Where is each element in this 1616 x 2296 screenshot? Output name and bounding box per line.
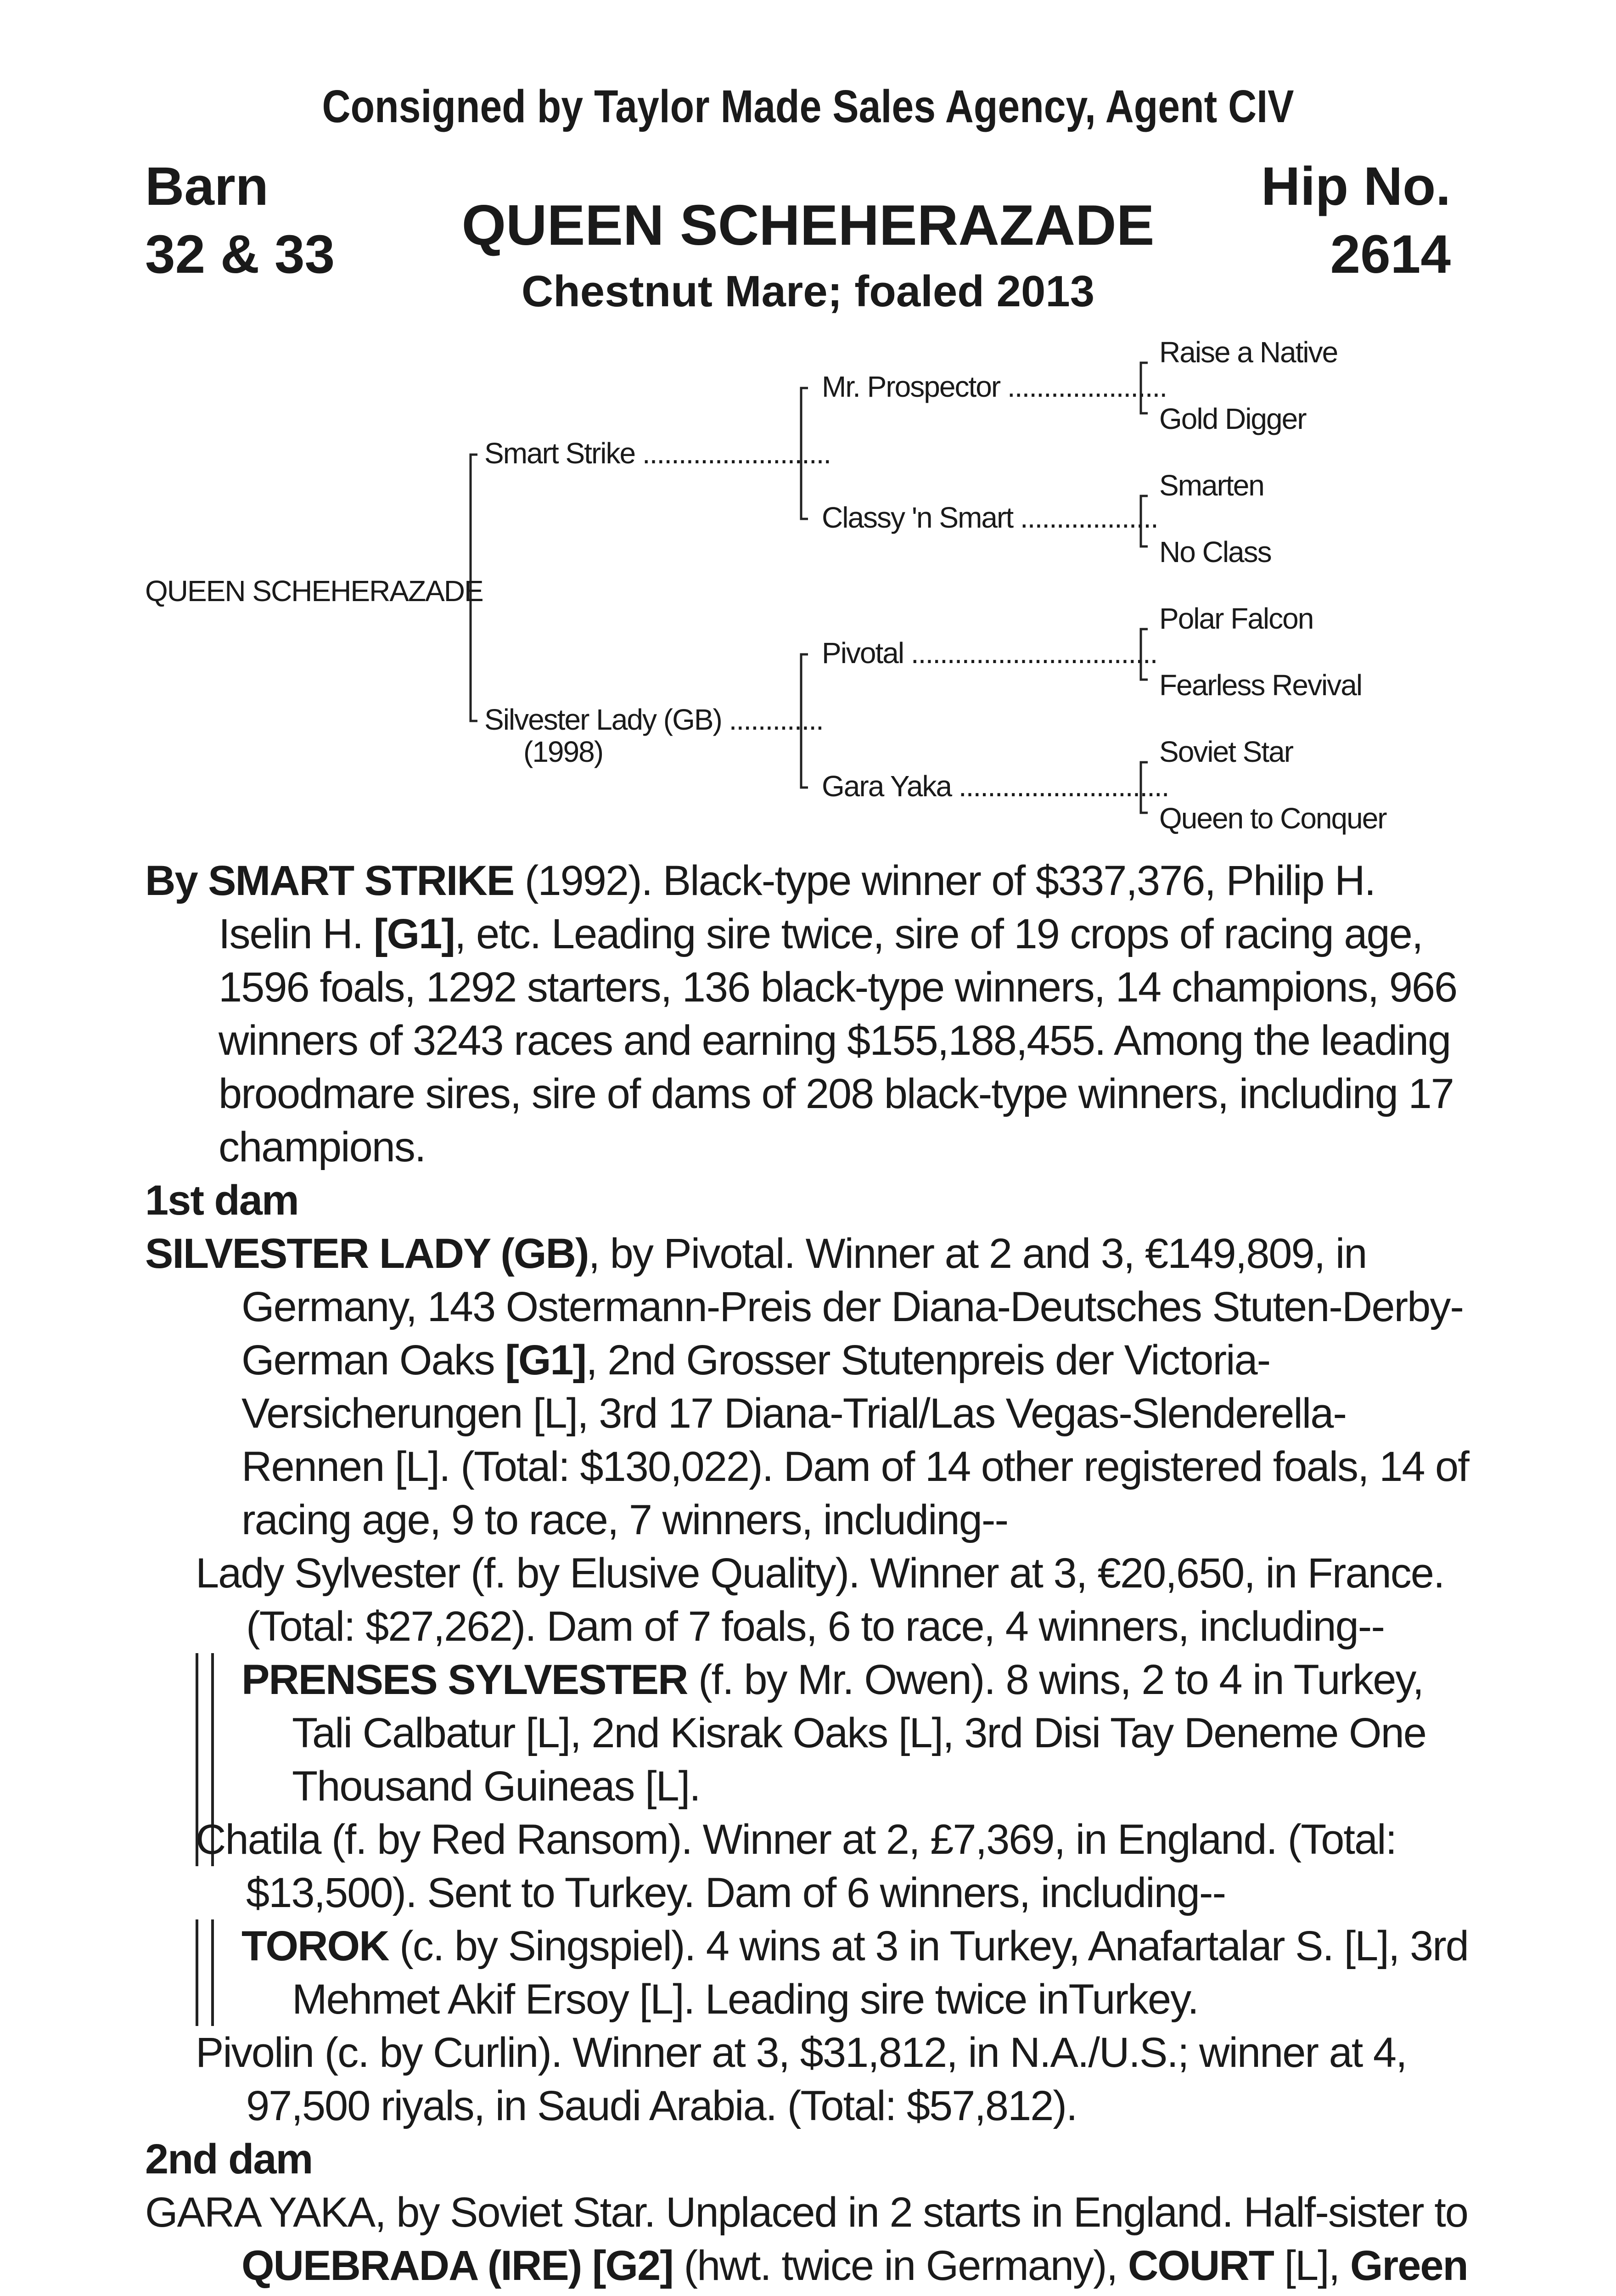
first-dam-heading: 1st dam xyxy=(145,1177,298,1224)
pedigree-g4-3: Smarten xyxy=(1159,469,1264,502)
pedigree-subject: QUEEN SCHEHERAZADE xyxy=(145,574,483,608)
pedigree-g4-8: Queen to Conquer xyxy=(1159,802,1386,835)
sire-text-1: (1992). Black-type winner of $337,376, Philip H. Iselin H. xyxy=(219,857,1375,957)
foal-pivolin: Pivolin (c. by Curlin). Winner at 3, $31,812, in N.A./U.S.; winner at 4, 97,500 riyals, in Saudi Arabia. (Total: $57,812). xyxy=(196,2029,1407,2129)
pedigree-sire-sire: Mr. Prospector ...................... xyxy=(822,370,1167,403)
torok-name: TOROK xyxy=(241,1923,389,1970)
second-dam-text-1: GARA YAKA, by Soviet Star. Unplaced in 2 starts in England. Half-sister to xyxy=(145,2189,1468,2236)
second-dam-text-3: [L], xyxy=(1273,2242,1350,2289)
first-dam-paragraph xyxy=(145,1227,1472,1547)
pedigree-g4-7: Soviet Star xyxy=(1159,735,1293,768)
pedigree-dam-year: (1998) xyxy=(523,735,603,768)
sire-g1: [G1] xyxy=(373,911,454,957)
barn-number: 32 & 33 xyxy=(145,224,335,285)
first-dam-name: SILVESTER LADY (GB) xyxy=(145,1230,589,1277)
second-dam-b3: Green xyxy=(1350,2242,1468,2289)
sire-lead: By SMART STRIKE xyxy=(145,857,514,904)
hip-number: 2614 xyxy=(1330,224,1451,285)
first-dam-text-2: , 2nd Grosser Stutenpreis der Victoria-Versicherungen [L], 3rd 17 Diana-Trial/Las Vegas-Slenderella-Rennen [L]. (Total: $130,022). Dam of 14 other registered foals, 14 of racing age, 9 to race, 7 winners, including-- xyxy=(241,1337,1469,1543)
second-dam-b2: COURT xyxy=(1128,2242,1274,2289)
pedigree-dam-dam: Gara Yaka ............................. xyxy=(822,770,1169,803)
prenses-text: (f. by Mr. Owen). 8 wins, 2 to 4 in Turkey, Tali Calbatur [L], 2nd Kisrak Oaks [L], 3rd Disi Tay Deneme One Thousand Guineas [L]. xyxy=(292,1656,1426,1810)
foal-block-1 xyxy=(145,1547,1472,1813)
foal-prenses-sylvester xyxy=(145,1653,1472,1813)
torok-text: (c. by Singspiel). 4 wins at 3 in Turkey, Anafartalar S. [L], 3rd Mehmet Akif Ersoy [L]. Leading sire twice inTurkey. xyxy=(292,1923,1468,2023)
barn-label: Barn xyxy=(145,156,269,217)
pedigree-sire-dam: Classy 'n Smart ................... xyxy=(822,501,1158,534)
pedigree-g4-4: No Class xyxy=(1159,535,1271,568)
pedigree-sire: Smart Strike .......................... xyxy=(484,437,831,470)
pedigree-dam-sire: Pivotal .................................. xyxy=(822,636,1157,670)
foal-chatila: Chatila (f. by Red Ransom). Winner at 2, £7,369, in England. (Total: $13,500). Sent to Turkey. Dam of 6 winners, including-- xyxy=(196,1816,1397,1916)
sire-text-2: , etc. Leading sire twice, sire of 19 crops of racing age, 1596 foals, 1292 starters, 136 black-type winners, 14 champions, 966 winners of 3243 races and earning $155,188,455. Among the leading broodmare sires, sire of dams of 208 black-type winners, including 17 champions. xyxy=(219,911,1457,1171)
pedigree-chart xyxy=(0,0,1616,872)
first-dam-g1: [G1] xyxy=(505,1337,586,1384)
pedigree-g4-6: Fearless Revival xyxy=(1159,669,1362,702)
horse-description: Chestnut Mare; foaled 2013 xyxy=(521,267,1095,316)
sire-paragraph xyxy=(145,854,1472,1174)
pedigree-g4-1: Raise a Native xyxy=(1159,336,1338,369)
prenses-name: PRENSES SYLVESTER xyxy=(241,1656,688,1703)
foal-block-2 xyxy=(145,1813,1472,2026)
foal-torok xyxy=(145,1919,1472,2026)
catalog-body xyxy=(145,854,1472,2296)
hip-label: Hip No. xyxy=(1261,156,1451,217)
first-dam-text-1: , by Pivotal. Winner at 2 and 3, €149,809, in Germany, 143 Ostermann-Preis der Diana-Deutsches Stuten-Derby-German Oaks xyxy=(241,1230,1463,1384)
consignor-line: Consigned by Taylor Made Sales Agency, Agent CIV xyxy=(322,81,1294,132)
foal-bars-2 xyxy=(196,1919,214,2026)
pedigree-dam: Silvester Lady (GB) ............. xyxy=(484,703,823,736)
horse-name: QUEEN SCHEHERAZADE xyxy=(461,194,1155,257)
foal-lady-sylvester: Lady Sylvester (f. by Elusive Quality). Winner at 3, €20,650, in France. (Total: $27,262). Dam of 7 foals, 6 to race, 4 winners, including-- xyxy=(196,1550,1444,1650)
second-dam-paragraph xyxy=(145,2186,1472,2296)
second-dam-heading: 2nd dam xyxy=(145,2136,313,2183)
pedigree-g4-2: Gold Digger xyxy=(1159,402,1306,435)
second-dam-b1: QUEBRADA (IRE) [G2] xyxy=(241,2242,673,2289)
second-dam-text-2: (hwt. twice in Germany), xyxy=(673,2242,1128,2289)
pedigree-g4-5: Polar Falcon xyxy=(1159,602,1313,635)
